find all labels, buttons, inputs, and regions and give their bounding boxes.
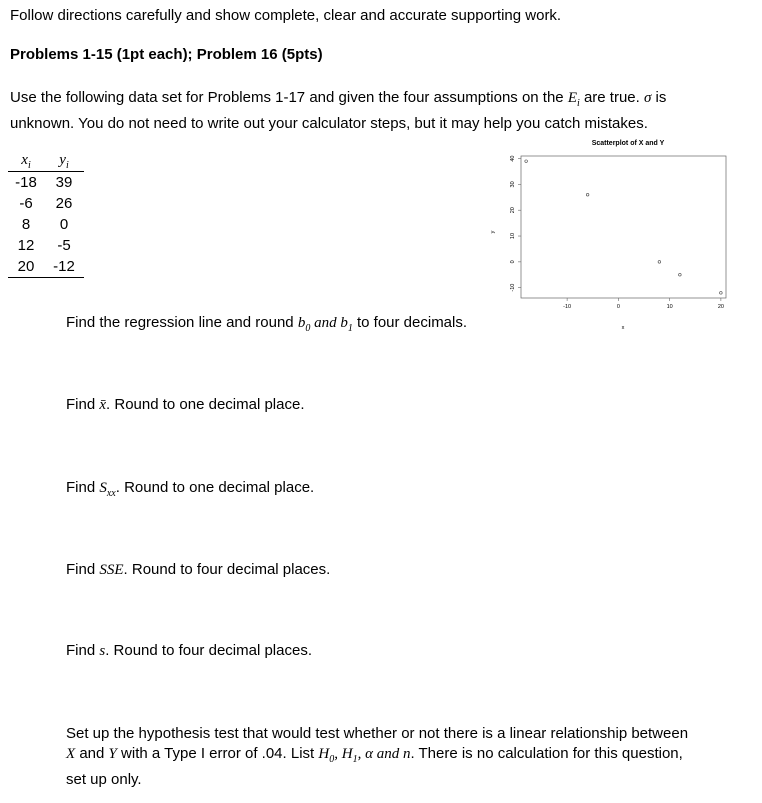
table-row bbox=[8, 235, 84, 256]
E-subscript: i bbox=[577, 98, 580, 109]
question-sxx: Find $S_{xx}$. Round to one decimal place. bbox=[66, 479, 315, 499]
table-header-row bbox=[8, 151, 84, 172]
data-points bbox=[525, 160, 722, 294]
instructions-text: Follow directions carefully and show complete, clear and accurate supporting work. bbox=[10, 7, 562, 24]
scatterplot-chart bbox=[490, 138, 735, 348]
scatter-point bbox=[720, 292, 723, 295]
table-row bbox=[8, 193, 84, 214]
question-x-bar: Find x̄. Round to one decimal place. bbox=[66, 396, 305, 413]
question-s: Find s. Round to four decimal places. bbox=[66, 642, 312, 659]
x-cell: 12 bbox=[17, 237, 35, 254]
x-tick-label: 10 bbox=[666, 304, 673, 310]
data-table bbox=[8, 151, 84, 278]
x-cell: -6 bbox=[19, 195, 33, 212]
y-cell: -12 bbox=[44, 256, 84, 278]
question-hypothesis-test: Set up the hypothesis test that would test whether or not there is a linear relationship between X and Y with a Type I error of .04. List $H_0$, $H_1$, α and n. There is no calculation for this question, set up only. bbox=[66, 725, 689, 788]
y-axis-label: y bbox=[490, 230, 496, 234]
x-cell: 20 bbox=[8, 256, 44, 278]
x-cell: -18 bbox=[15, 174, 37, 191]
plot-frame bbox=[521, 156, 726, 298]
scatter-point bbox=[586, 193, 589, 196]
x-axis bbox=[563, 298, 724, 310]
table-row bbox=[8, 172, 84, 194]
question-regression-line: Find the regression line and round $b_0$ and $b_1$ to four decimals. bbox=[66, 314, 468, 334]
table-row bbox=[8, 256, 84, 278]
x-cell: 8 bbox=[21, 216, 31, 233]
y-header: $y_i$ bbox=[44, 151, 84, 172]
x-tick-label: 20 bbox=[717, 304, 724, 310]
y-cell: -5 bbox=[57, 237, 71, 254]
x-header: $x_i$ bbox=[8, 151, 44, 172]
table-row bbox=[8, 214, 84, 235]
x-tick-label: -10 bbox=[563, 304, 572, 310]
y-tick-label: 10 bbox=[510, 232, 516, 240]
y-tick-label: 40 bbox=[510, 155, 516, 162]
intro-part2: are true. bbox=[579, 89, 644, 106]
sigma-symbol: σ bbox=[643, 90, 652, 106]
scatter-point bbox=[525, 160, 528, 163]
scatter-point bbox=[679, 273, 682, 276]
scatter-point bbox=[658, 261, 661, 264]
y-cell: 26 bbox=[55, 195, 73, 212]
y-tick-label: 20 bbox=[510, 207, 516, 214]
y-tick-label: -10 bbox=[510, 283, 516, 292]
points-heading: Problems 1-15 (1pt each); Problem 16 (5pts) bbox=[10, 46, 323, 63]
x-tick-label: 0 bbox=[616, 304, 620, 310]
y-axis bbox=[510, 156, 521, 292]
intro-part1: Use the following data set for Problems 1-17 and given the four assumptions on the bbox=[10, 89, 568, 106]
E-symbol: E bbox=[567, 90, 577, 106]
intro-line2: unknown. You do not need to write out your calculator steps, but it may help you catch mistakes. bbox=[10, 115, 648, 132]
chart-title: Scatterplot of X and Y bbox=[591, 140, 665, 147]
x-axis-label: x bbox=[621, 325, 625, 331]
question-sse: Find SSE. Round to four decimal places. bbox=[66, 561, 331, 578]
y-cell: 39 bbox=[55, 174, 73, 191]
y-tick-label: 30 bbox=[510, 181, 516, 188]
y-tick-label: 0 bbox=[510, 260, 516, 264]
intro-paragraph bbox=[10, 88, 750, 134]
intro-part3: is bbox=[651, 89, 667, 106]
y-cell: 0 bbox=[59, 216, 69, 233]
